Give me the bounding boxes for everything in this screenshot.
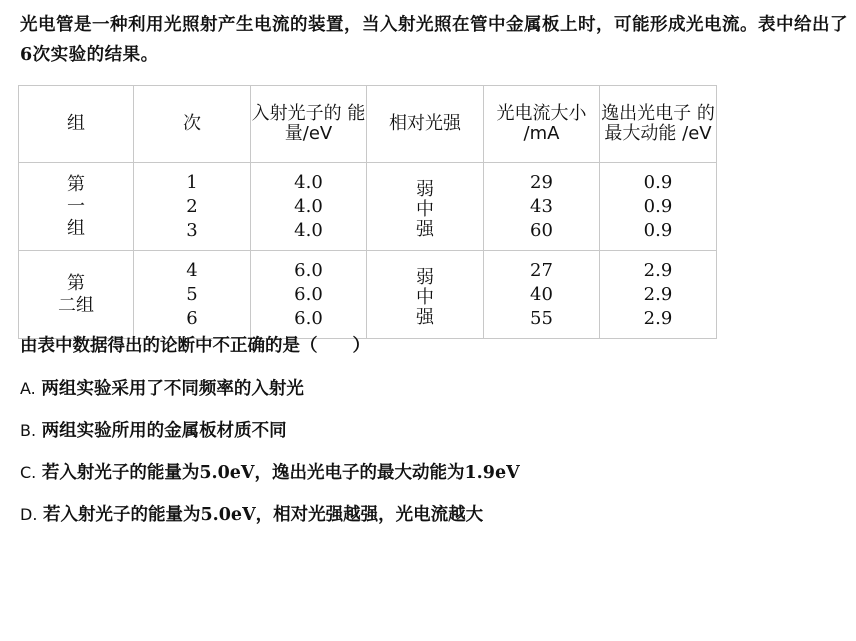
kinetic-energy-cell: 2.9 2.9 2.9 [600, 251, 717, 339]
question-stem: 由表中数据得出的论断中不正确的是（ ） [20, 336, 370, 356]
header-photon-energy: 入射光子的 能量/eV [251, 86, 367, 163]
option-letter: D. [20, 505, 38, 524]
group-label: 第 一 组 [19, 163, 134, 251]
trial-cell: 4 5 6 [134, 251, 251, 339]
intensity-cell: 弱 中 强 [367, 163, 484, 251]
trial-cell: 1 2 3 [134, 163, 251, 251]
group-label: 第 二组 [19, 251, 134, 339]
header-max-kinetic-energy: 逸出光电子 的最大动能 /eV [600, 86, 717, 163]
intensity-cell: 弱 中 强 [367, 251, 484, 339]
header-trial: 次 [134, 86, 251, 163]
current-cell: 29 43 60 [484, 163, 600, 251]
table-header-row [19, 86, 717, 163]
option-letter: A. [20, 379, 36, 398]
table-row [19, 163, 717, 251]
option-letter: C. [20, 463, 37, 482]
option-b[interactable] [20, 417, 287, 442]
option-letter: B. [20, 421, 37, 440]
option-text: 两组实验所用的金属板材质不同 [41, 421, 287, 441]
option-text: 若入射光子的能量为5.0eV，相对光强越强，光电流越大 [42, 505, 484, 525]
results-table [18, 85, 717, 339]
option-text: 两组实验采用了不同频率的入射光 [41, 379, 304, 399]
header-intensity: 相对光强 [367, 86, 484, 163]
energy-cell: 4.0 4.0 4.0 [251, 163, 367, 251]
kinetic-energy-cell: 0.9 0.9 0.9 [600, 163, 717, 251]
option-c[interactable] [20, 459, 520, 484]
option-d[interactable] [20, 501, 483, 526]
option-a[interactable] [20, 375, 304, 400]
current-cell: 27 40 55 [484, 251, 600, 339]
table-row [19, 251, 717, 339]
header-group: 组 [19, 86, 134, 163]
header-current: 光电流大小 /mA [484, 86, 600, 163]
option-text: 若入射光子的能量为5.0eV，逸出光电子的最大动能为1.9eV [41, 463, 520, 483]
problem-intro: 光电管是一种利用光照射产生电流的装置，当入射光照在管中金属板上时，可能形成光电流。表中给出了6次实验的结果。 [20, 15, 848, 65]
energy-cell: 6.0 6.0 6.0 [251, 251, 367, 339]
